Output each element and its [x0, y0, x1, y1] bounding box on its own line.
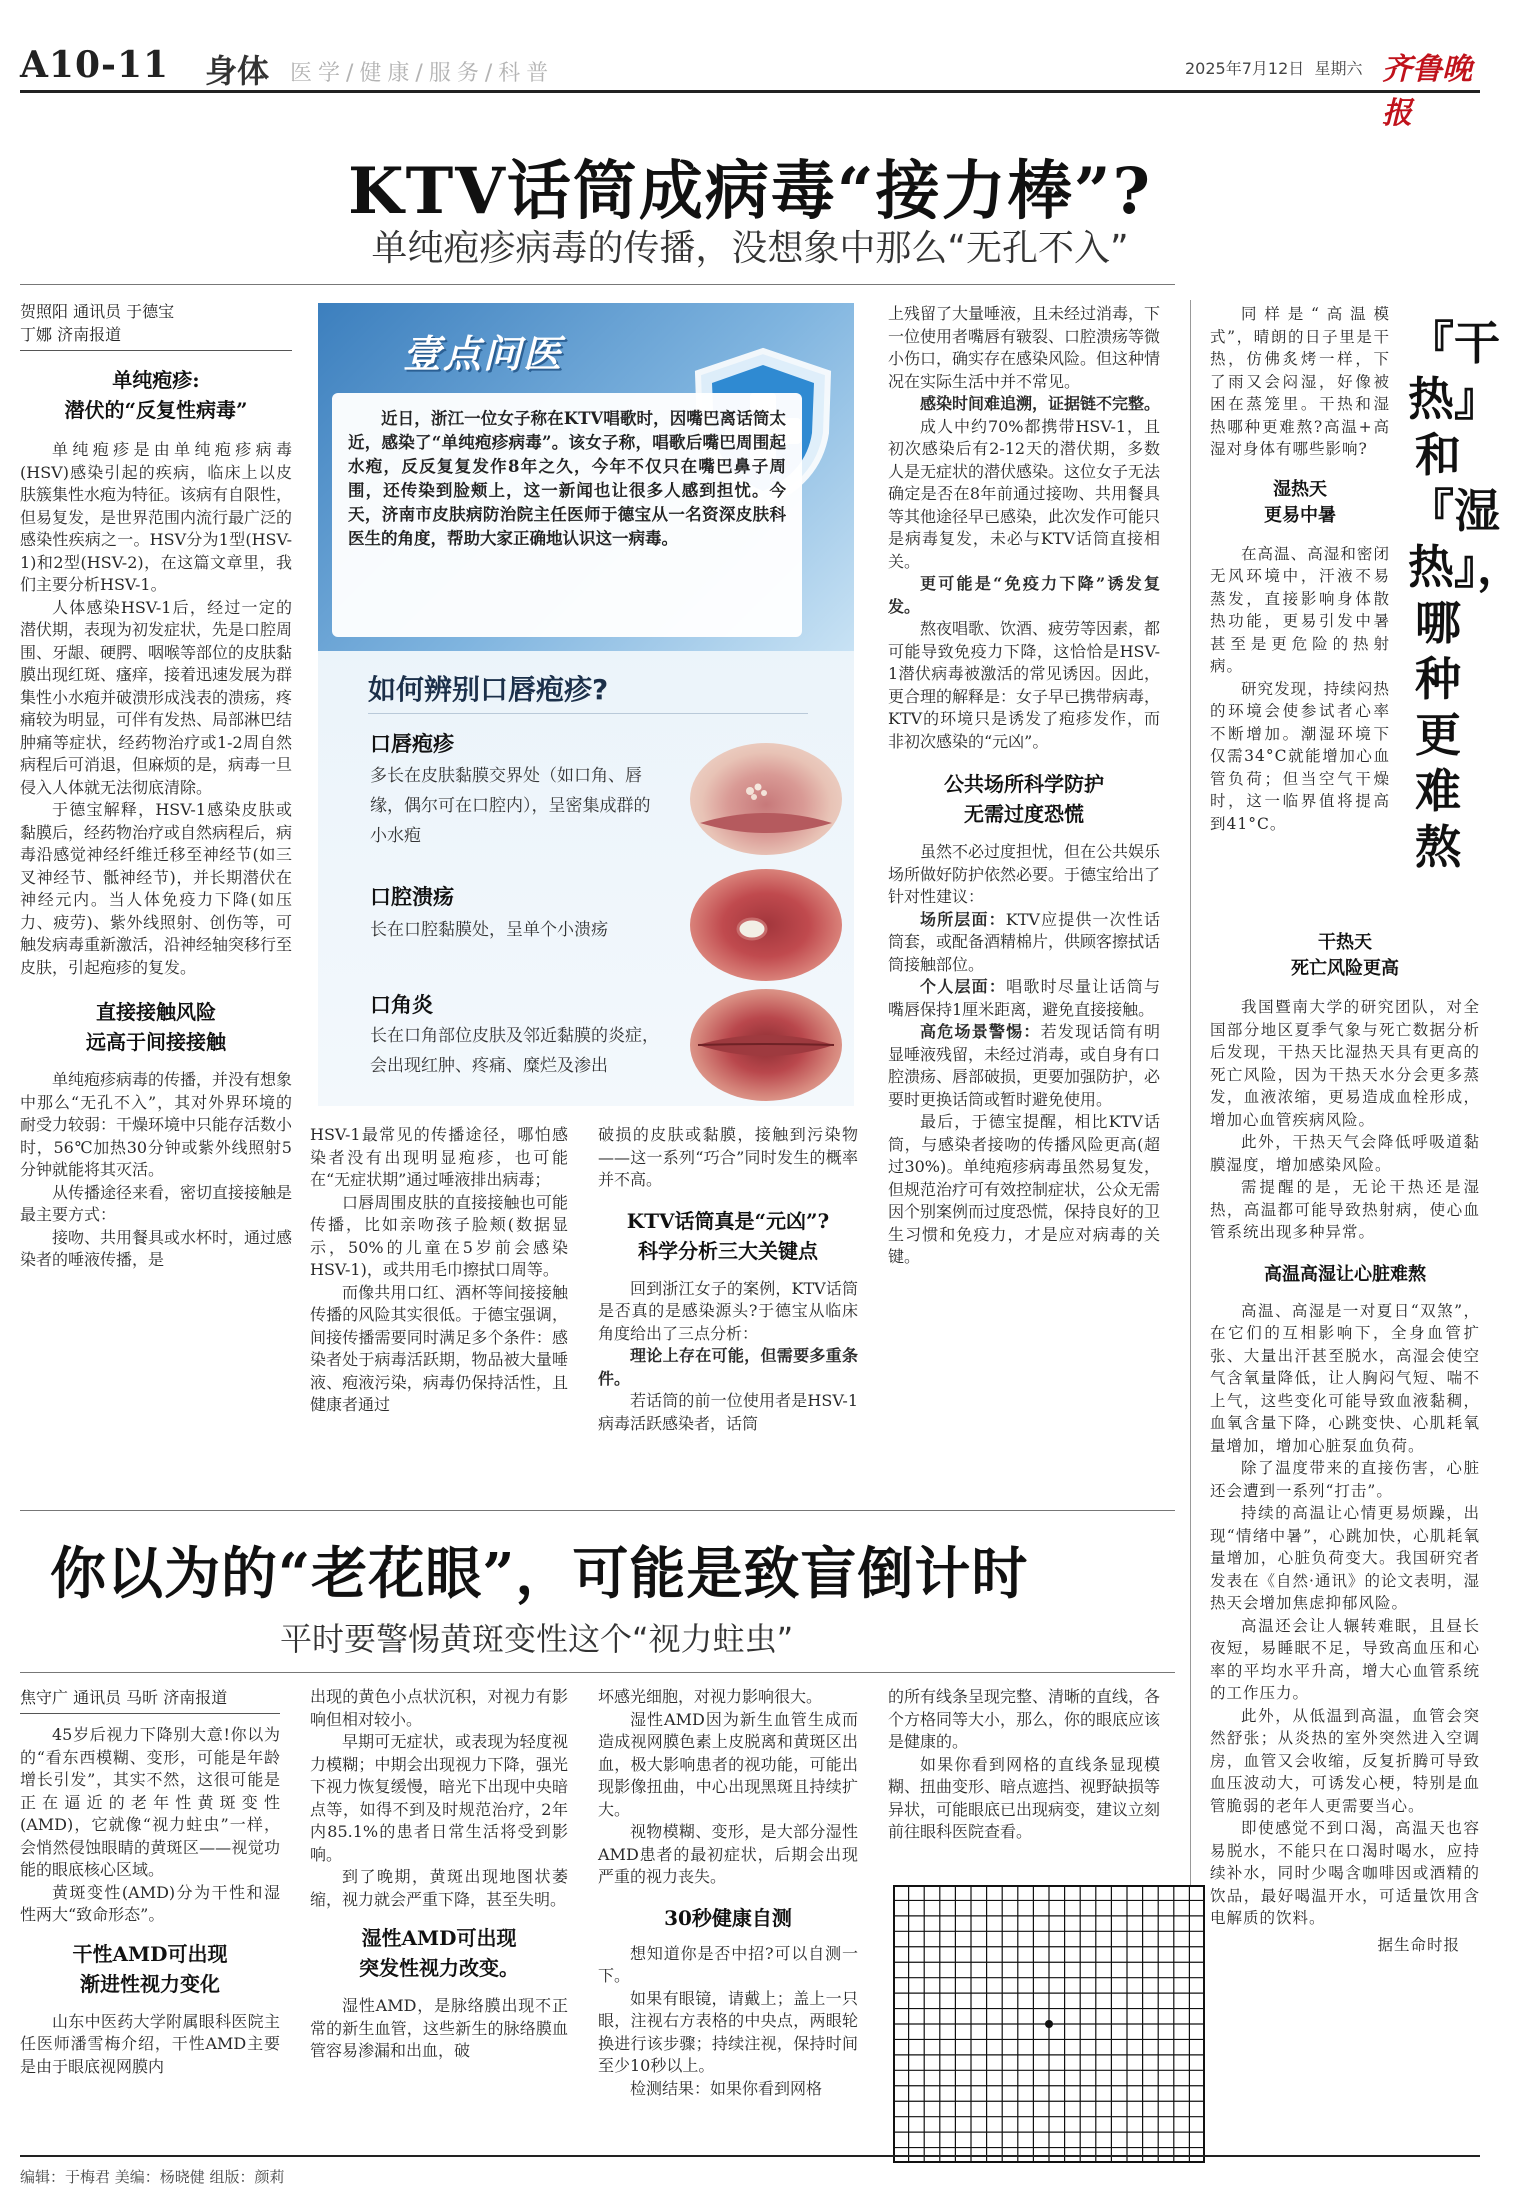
paragraph: 持续的高温让心情更易烦躁，出现“情绪中暑”，心跳加快，心肌耗氧量增加，心脏负荷变大。我国研究者发表在《自然·通讯》的论文表明，湿热天会增加焦虑抑郁风险。: [1210, 1504, 1480, 1612]
article1-rule: [20, 284, 1175, 285]
column-divider: [1190, 300, 1191, 2140]
article1-col4: [888, 303, 1160, 1269]
article2-top-rule: [20, 1510, 1175, 1511]
paragraph-text: 若发现话筒有明显唾液残留，未经过消毒，或自身有口腔溃疡、唇部破损，更要加强防护，必要时更换话筒或暂时避免使用。: [888, 1022, 1161, 1109]
diagnosis-item-desc: 长在口角部位皮肤及邻近黏膜的炎症，会出现红肿、疼痛、糜烂及渗出: [370, 1026, 659, 1076]
article1-col3: [598, 1124, 858, 1435]
byline-line1: 贺照阳 通讯员 于德宝: [20, 302, 175, 321]
article1-subheadline: 单纯疱疹病毒的传播，没想象中那么“无孔不入”: [371, 228, 1129, 269]
paragraph: 而像共用口红、酒杯等间接接触传播的风险其实很低。于德宝强调，间接传播需要同时满足多个条件：感染者处于病毒活跃期，物品被大量唾液、疱液污染，病毒仍保持活性，且健康者通过: [310, 1282, 568, 1414]
article2-headline: 你以为的“老花眼”，可能是致盲倒计时: [50, 1541, 1029, 1607]
article-body: [1210, 543, 1390, 836]
info-box-heading: 壹点问医: [403, 331, 564, 376]
lead-text: 理论上存在可能，但需要多重条件。: [598, 1346, 858, 1388]
byline-rule: [20, 1713, 280, 1714]
article-body: [888, 303, 1160, 753]
article1-col2: [310, 1124, 568, 1417]
issue-date: 2025年7月12日: [1185, 59, 1305, 78]
byline-line2: 丁娜 济南报道: [20, 325, 122, 344]
paragraph: 湿性AMD因为新生血管生成而造成视网膜色素上皮脱离和黄斑区出血，极大影响患者的视功能，可能出现影像扭曲，中心出现黑斑且持续扩大。: [598, 1709, 858, 1819]
diagnosis-item-desc: 长在口腔黏膜处，呈单个小溃疡: [370, 920, 608, 940]
paragraph: [888, 393, 1160, 416]
paragraph: 同样是“高温模式”，晴朗的日子里是干热，仿佛炙烤一样，下了雨又会闷湿，好像被困在蒸笼里。干热和湿热哪种更难熬?高温+高湿对身体有哪些影响?: [1210, 305, 1390, 458]
article-body: [598, 1124, 858, 1192]
article-body: [888, 841, 1160, 1269]
subhead: [598, 1206, 858, 1266]
article-body: [598, 1278, 858, 1436]
subhead-line: 单纯疱疹:: [112, 368, 200, 392]
article1-col1: [20, 300, 292, 1272]
mouth-ulcer-photo: [690, 869, 842, 981]
paragraph: 高温、高湿是一对夏日“双煞”，在它们的互相影响下，全身血管扩张、大量出汗甚至脱水，高湿会使空气含氧量降低，让人胸闷气短、喘不上气，这些变化可能导致血液黏稠，血氧含量下降，心跳变快、心肌耗氧量增加，增加心脏泵血负荷。: [1210, 1301, 1480, 1455]
lead-text: 个人层面：: [920, 977, 1007, 996]
lead-text: 感染时间难追溯，证据链不完整。: [920, 394, 1161, 413]
diagnosis-item-name: 口唇疱疹: [370, 732, 454, 756]
paragraph: 除了温度带来的直接伤害，心脏还会遭到一系列“打击”。: [1210, 1459, 1480, 1500]
subhead-line: 潜伏的“反复性病毒”: [64, 398, 248, 422]
subhead: [1210, 477, 1390, 529]
byline: 焦守广 通讯员 马昕 济南报道: [20, 1688, 228, 1707]
diagnosis-rule: [368, 713, 808, 714]
amsler-grid: [893, 1885, 1205, 2163]
paragraph: 从传播途径来看，密切直接接触是最主要方式：: [20, 1182, 293, 1224]
header-rule: [20, 90, 1480, 93]
page-number: A10-11: [20, 44, 170, 86]
date-line: [1185, 56, 1362, 79]
paragraph: 单纯疱疹是由单纯疱疹病毒(HSV)感染引起的疾病，临床上以皮肤簇集性水疱为特征。该病有自限性，但易复发，是世界范围内流行最广泛的感染性疾病之一。HSV分为1型(HSV-1)和2型(HSV-2)，在这篇文章里，我们主要分析HSV-1。: [20, 440, 293, 594]
subhead: [1210, 930, 1480, 982]
paragraph: 回到浙江女子的案例，KTV话筒是否真的是感染源头?于德宝从临床角度给出了三点分析：: [598, 1278, 858, 1343]
footer-credits: 编辑：于梅君 美编：杨晓健 组版：颜莉: [20, 2168, 285, 2186]
article-body: [20, 439, 292, 979]
article2-subheadline: 平时要警惕黄斑变性这个“视力蛀虫”: [280, 1620, 794, 1658]
paragraph: 接吻、共用餐具或水杯时，通过感染者的唾液传播，是: [20, 1227, 293, 1269]
subhead: [888, 769, 1160, 829]
diagnosis-item-desc: 多长在皮肤黏膜交界处（如口角、唇缘，偶尔可在口腔内），呈密集成群的小水疱: [370, 766, 651, 846]
lead-text: 更可能是“免疫力下降”诱发复发。: [888, 574, 1160, 616]
subhead-line: KTV话筒真是“元凶”?: [626, 1208, 830, 1233]
article3-headline: 『干热』和『湿热』，哪种更难熬: [1408, 316, 1523, 874]
paragraph: 如果有眼镜，请戴上；盖上一只眼，注视右方表格的中央点，两眼轮换进行该步骤；持续注视，保持时间至少10秒以上。: [598, 1988, 858, 2075]
subhead-line: 公共场所科学防护: [944, 772, 1104, 796]
paper-logo: 齐鲁晚报: [1382, 52, 1472, 131]
paragraph: 想知道你是否中招?可以自测一下。: [598, 1943, 858, 1985]
article2-col2: [310, 1686, 568, 2063]
paragraph: 的所有线条呈现完整、清晰的直线，各个方格同等大小，那么，你的眼底应该是健康的。: [888, 1687, 1161, 1751]
diagnosis-title: 如何辨别口唇疱疹?: [368, 673, 609, 706]
subhead-line: 科学分析三大关键点: [638, 1238, 818, 1263]
subhead-line: 渐进性视力变化: [80, 1971, 220, 1996]
section-name: 身体: [205, 52, 270, 90]
paragraph: 最后，于德宝提醒，相比KTV话筒，与感染者接吻的传播风险更高(超过30%)。单纯疱疹病毒虽然易复发，但规范治疗可有效控制症状，公众无需因个别案例而过度恐慌，保持良好的卫生习惯和免疫力，才是应对病毒的关键。: [888, 1112, 1161, 1266]
paragraph: 在高温、高湿和密闭无风环境中，汗液不易蒸发，直接影响身体散热功能，更易引发中暑甚至是更危险的热射病。: [1210, 544, 1390, 675]
article2-col1: [20, 1686, 280, 2078]
paragraph: 若话筒的前一位使用者是HSV-1病毒活跃感染者，话筒: [598, 1391, 858, 1433]
paragraph: 人体感染HSV-1后，经过一定的潜伏期，表现为初发症状，先是口腔周围、牙龈、硬腭、咽喉等部位的皮肤黏膜出现红斑、瘙痒，接着迅速发展为群集性小水疱并破溃形成浅表的溃疡，疼痛较为明显，可伴有发热、局部淋巴结肿痛等症状，经药物治疗或1-2周自然病程后可消退，但麻烦的是，病毒一旦侵入人体就无法彻底清除。: [20, 597, 293, 797]
paragraph: 单纯疱疹病毒的传播，并没有想象中那么“无孔不入”，其对外界环境的耐受力较弱：干燥环境中只能存活数小时，56℃加热30分钟或紫外线照射5分钟就能将其灭活。: [20, 1070, 293, 1179]
paragraph: 即使感觉不到口渴，高温天也容易脱水，不能只在口渴时喝水，应持续补水，同时少喝含咖啡因或酒精的饮品，最好喝温开水，可适量饮用含电解质的饮料。: [1210, 1819, 1480, 1927]
subhead-line: 湿性AMD可出现: [361, 1926, 517, 1950]
article2-rule: [20, 1672, 1175, 1673]
subhead-line: 更易中暑: [1264, 504, 1336, 526]
article-body: [20, 1069, 292, 1272]
paragraph: 坏感光细胞，对视力影响很大。: [598, 1687, 823, 1706]
subhead-line: 无需过度恐慌: [964, 802, 1084, 826]
paragraph: 成人中约70%都携带HSV-1，且初次感染后有2-12天的潜伏期，多数人是无症状的潜伏感染。这位女子无法确定是否在8年前通过接吻、共用餐具等其他途径早已感染，此次发作可能只是病毒复发，未必与KTV话筒直接相关。: [888, 416, 1161, 571]
subhead: [20, 1939, 280, 1999]
paragraph: 我国暨南大学的研究团队，对全国部分地区夏季气象与死亡数据分析后发现，干热天比湿热天具有更高的死亡风险，因为干热天水分会更多蒸发，血液浓缩，更易造成血栓形成，增加心血管疾病风险。: [1210, 998, 1480, 1129]
paragraph: [598, 1345, 858, 1390]
article-body: [598, 1686, 858, 1889]
paragraph: 上残留了大量唾液，且未经过消毒，下一位使用者嘴唇有皲裂、口腔溃疡等微小伤口，确实存在感染风险。但这种情况在实际生活中并不常见。: [888, 304, 1161, 391]
article-body: [20, 2011, 280, 2079]
paragraph: [888, 1021, 1160, 1111]
subhead-line: 突发性视力改变。: [359, 1956, 519, 1980]
info-box-intro: 近日，浙江一位女子称在KTV唱歌时，因嘴巴离话筒太近，感染了“单纯疱疹病毒”。该女子称，唱歌后嘴巴周围起水疱，反反复复发作8年之久，今年不仅只在嘴巴鼻子周围，还传染到脸颊上，这一新闻也让很多人感到担忧。今天，济南市皮肤病防治院主任医师于德宝从一名资深皮肤科医生的角度，帮助大家正确地认识这一病毒。: [332, 393, 802, 637]
article-body: [310, 1686, 568, 1911]
paragraph: 此外，从低温到高温，血管会突然舒张；从炎热的室外突然进入空调房，血管又会收缩，反复折腾可导致血压波动大，可诱发心梗，特别是血管脆弱的老年人更需要当心。: [1210, 1706, 1480, 1815]
article-body: [1210, 1300, 1480, 1930]
subhead-line: 干性AMD可出现: [72, 1941, 228, 1966]
paragraph: 视物模糊、变形，是大部分湿性AMD患者的最初症状，后期会出现严重的视力丧失。: [598, 1822, 858, 1886]
subhead-line: 远高于间接接触: [86, 1030, 226, 1054]
info-box: [318, 303, 854, 1106]
lead-text: 高危场景警惕：: [920, 1022, 1041, 1041]
section-tags: 医学/健康/服务/科普: [290, 61, 555, 86]
subhead-line: 干热天: [1318, 932, 1372, 953]
byline-rule: [20, 350, 292, 351]
article-body: [20, 1724, 280, 1927]
angular-cheilitis-photo: [690, 989, 842, 1101]
article3-col-wide: [1210, 930, 1480, 1956]
diagnosis-item-name: 口角炎: [370, 993, 433, 1017]
subhead-line: 湿热天: [1273, 478, 1327, 500]
paragraph: 口唇周围皮肤的直接接触也可能传播，比如亲吻孩子脸颊(数据显示，50%的儿童在5岁前会感染HSV-1)，或共用毛巾擦拭口周等。: [310, 1192, 568, 1279]
paragraph: 湿性AMD，是脉络膜出现不正常的新生血管，这些新生的脉络膜血管容易渗漏和出血，破: [310, 1996, 568, 2060]
article2-col4: [888, 1686, 1160, 1844]
article-source: 据生命时报: [1377, 1935, 1460, 1954]
article-body: [1210, 303, 1390, 461]
subhead: [20, 365, 292, 425]
paragraph: [888, 976, 1160, 1021]
paragraph: [888, 909, 1160, 977]
paragraph: 如果你看到网格的直线条显现模糊、扭曲变形、暗点遮挡、视野缺损等异状，可能眼底已出现病变，建议立刻前往眼科医院查看。: [888, 1754, 1161, 1841]
footer-rule: [20, 2155, 1480, 2157]
article3-col: [1210, 303, 1390, 835]
subhead: [20, 997, 292, 1057]
diagnosis-item-name: 口腔溃疡: [370, 885, 454, 909]
subhead: 30秒健康自测: [664, 1905, 792, 1930]
paragraph-text: KTV应提供一次性话筒套，或配备酒精棉片，供顾客擦拭话筒接触部位。: [888, 909, 1161, 974]
paragraph: 于德宝解释，HSV-1感染皮肤或黏膜后，经药物治疗或自然病程后，病毒沿感觉神经纤维迁移至神经节(如三叉神经节、骶神经节)，并长期潜伏在神经元内。当人体免疫力下降(如压力、疲劳)、紫外线照射、创伤等，可触发病毒重新激活，沿神经轴突移行至皮肤，引起疱疹的复发。: [20, 800, 293, 977]
paragraph-text: 唱歌时尽量让话筒与嘴唇保持1厘米距离，避免直接接触。: [888, 977, 1160, 1019]
article2-col3: [598, 1686, 858, 2100]
lead-text: 场所层面：: [920, 909, 1006, 929]
paragraph: 早期可无症状，或表现为轻度视力模糊；中期会出现视力下降，强光下视力恢复缓慢，暗光下出现中央暗点等，如得不到及时规范治疗，2年内85.1%的患者日常生活将受到影响。: [310, 1732, 568, 1864]
byline: [20, 300, 292, 346]
paragraph: 虽然不必过度担忧，但在公共娱乐场所做好防护依然必要。于德宝给出了针对性建议：: [888, 842, 1161, 906]
paragraph: [888, 573, 1160, 618]
cold-sore-photo: [690, 743, 842, 855]
paragraph: HSV-1最常见的传播途径，哪怕感染者没有出现明显疱疹，也可能在“无症状期”通过唾液排出病毒；: [310, 1125, 568, 1189]
article1-headline: KTV话筒成病毒“接力棒”?: [347, 154, 1153, 229]
paragraph: 高温还会让人辗转难眠，且昼长夜短，易睡眠不足，导致高血压和心率的平均水平升高，增大心血管系统的工作压力。: [1210, 1616, 1480, 1702]
subhead: [310, 1923, 568, 1983]
paragraph: 需提醒的是，无论干热还是湿热，高温都可能导致热射病，使心血管系统出现多种异常。: [1210, 1178, 1480, 1241]
paragraph: 山东中医药大学附属眼科医院主任医师潘雪梅介绍，干性AMD主要是由于眼底视网膜内: [20, 2011, 280, 2076]
paragraph: 研究发现，持续闷热的环境会使参试者心率不断增加。潮湿环境下仅需34°C就能增加心血管负荷；但当空气干燥时，这一临界值将提高到41°C。: [1210, 679, 1390, 833]
article-body: [1210, 996, 1480, 1244]
paragraph: 黄斑变性(AMD)分为干性和湿性两大“致命形态”。: [20, 1882, 280, 1924]
article-body: [598, 1943, 858, 2101]
subhead: 高温高湿让心脏难熬: [1264, 1263, 1426, 1285]
article-body: [310, 1995, 568, 2063]
subhead-line: 死亡风险更高: [1291, 958, 1399, 979]
issue-weekday: 星期六: [1314, 59, 1363, 78]
paragraph: 到了晚期，黄斑出现地图状萎缩，视力就会严重下降，甚至失明。: [310, 1867, 568, 1909]
paragraph: 出现的黄色小点状沉积，对视力有影响但相对较小。: [310, 1687, 568, 1729]
subhead-line: 直接接触风险: [96, 1000, 216, 1024]
paragraph: 熬夜唱歌、饮酒、疲劳等因素，都可能导致免疫力下降，这恰恰是HSV-1潜伏病毒被激活的常见诱因。因此，更合理的解释是：女子早已携带病毒，KTV的环境只是诱发了疱疹发作，而非初次感染的“元凶”。: [888, 619, 1161, 751]
paragraph: 此外，干热天气会降低呼吸道黏膜湿度，增加感染风险。: [1210, 1133, 1480, 1174]
paragraph: 45岁后视力下降别大意!你以为的“看东西模糊、变形，可能是年龄增长引发”，其实不然，这很可能是正在逼近的老年性黄斑变性(AMD)，它就像“视力蛀虫”一样，会悄然侵蚀眼睛的黄斑区——视觉功能的眼底核心区域。: [20, 1725, 280, 1879]
paragraph: 破损的皮肤或黏膜，接触到污染物——这一系列“巧合”同时发生的概率并不高。: [598, 1125, 858, 1189]
paragraph: 检测结果：如果你看到网格: [630, 2078, 823, 2098]
